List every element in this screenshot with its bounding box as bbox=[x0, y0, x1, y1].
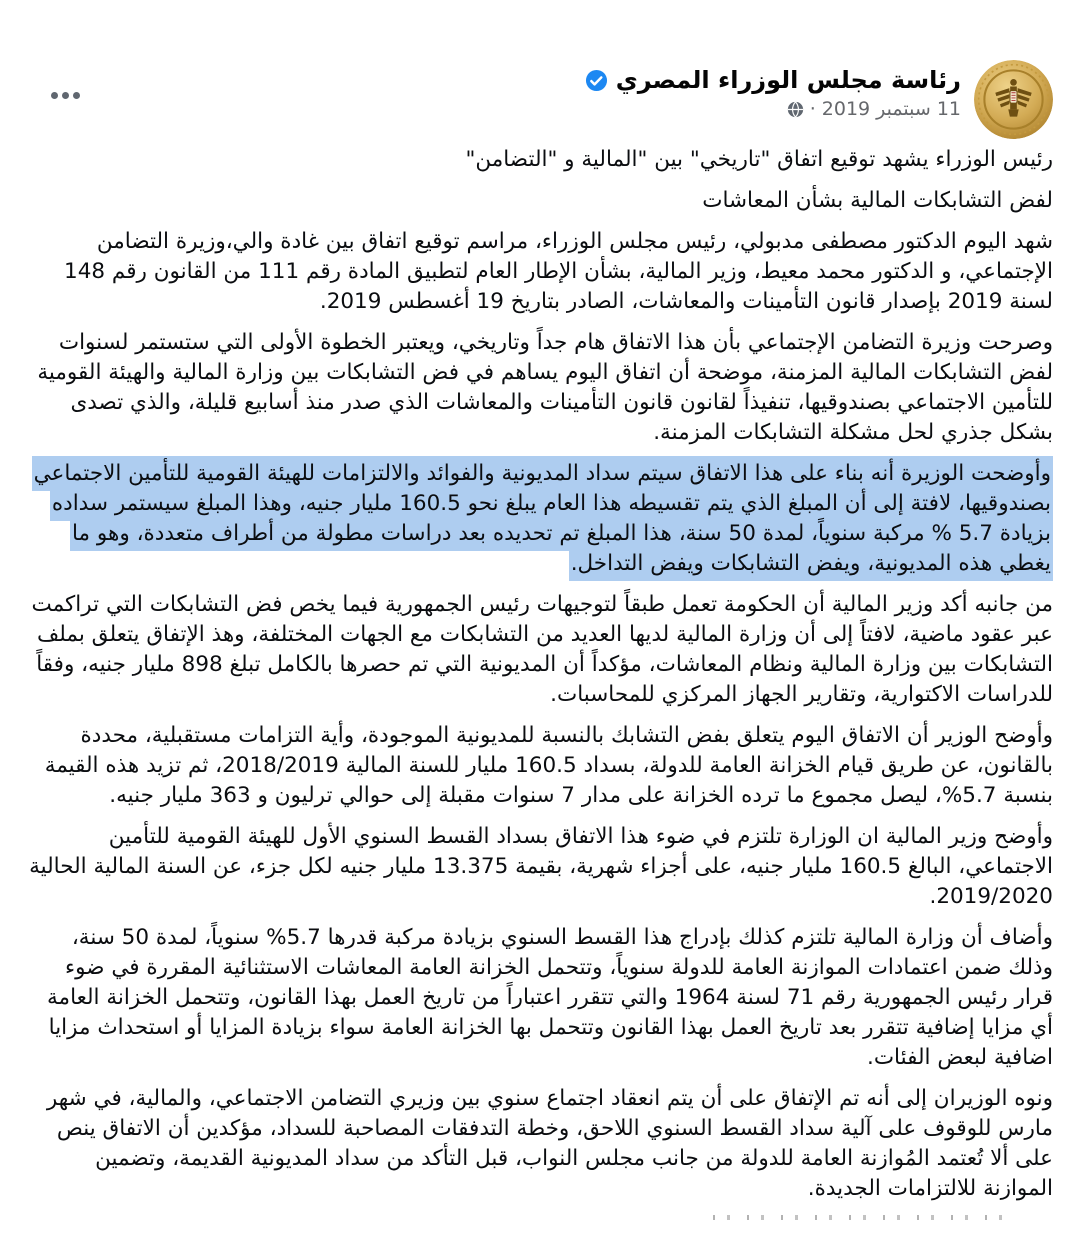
post-timestamp[interactable]: 11 سبتمبر 2019 bbox=[821, 98, 961, 120]
verified-badge-icon bbox=[585, 69, 608, 92]
post-title-line: رئيس الوزراء يشهد توقيع اتفاق "تاريخي" بين "المالية و "التضامن" bbox=[465, 147, 1053, 172]
post-paragraph: وأوضح الوزير أن الاتفاق اليوم يتعلق بفض التشابك بالنسبة للمديونية الموجودة، وأية التزامات مستقبلية، محددة بالقانون، عن طريق قيام الخزانة العامة للدولة، بسداد 160.5 مليار للسنة المالية 2018/2019، ثم تزيد هذه القيمة بنسبة 5.7%، ليصل مجموع ما ترده الخزانة على مدار 7 سنوات مقبلة إلى حوالي ترليون و 363 مليار جنيه. bbox=[44, 723, 1053, 808]
post-header bbox=[27, 60, 1053, 139]
post-paragraph-highlighted bbox=[27, 459, 1053, 579]
post-paragraph: وصرحت وزيرة التضامن الإجتماعي بأن هذا الاتفاق هام جداً وتاريخي، ويعتبر الخطوة الأولى التي ستستمر لسنوات لفض التشابكات المالية المزمنة، موضحة أن اتفاق اليوم يساهم في فض التشابكات بين وزارة المالية والهيئة القومية للتأمين الاجتماعي بصندوقيها، تنفيذاً لقانون قانون التأمينات والمعاشات الذي صدر منذ أسابيع قليلة، والذي تصدى بشكل جذري لحل مشكلة التشابكات المزمنة. bbox=[37, 330, 1053, 445]
page-info bbox=[585, 60, 961, 120]
post-body bbox=[27, 145, 1053, 1220]
post-paragraph: شهد اليوم الدكتور مصطفى مدبولي، رئيس مجلس الوزراء، مراسم توقيع اتفاق بين غادة والي،وزيرة التضامن الإجتماعي، و الدكتور محمد معيط، وزير المالية، بشأن الإطار العام لتطبيق المادة رقم 111 من القانون رقم 148 لسنة 2019 بإصدار قانون التأمينات والمعاشات، الصادر بتاريخ 19 أغسطس 2019. bbox=[64, 229, 1053, 314]
post-paragraph: من جانبه أكد وزير المالية أن الحكومة تعمل طبقاً لتوجيهات رئيس الجمهورية فيما يخص فض التشابكات التي تراكمت عبر عقود ماضية، لافتاً إلى أن وزارة المالية لديها العديد من التشابكات مع الجهات المختلفة، وهذ الإتفاق يتعلق بملف التشابكات بين وزارة المالية ونظام المعاشات، مؤكداً أن المديونية التي تم حصرها بالكامل تبلغ 898 مليار جنيه، وفقاً للدراسات الاكتوارية، وتقارير الجهاز المركزي للمحاسبات. bbox=[31, 592, 1053, 707]
ellipsis-dot bbox=[62, 92, 69, 99]
page-avatar[interactable] bbox=[974, 60, 1053, 139]
post-title-line: لفض التشابكات المالية بشأن المعاشات bbox=[702, 188, 1053, 213]
selected-text: وأوضحت الوزيرة أنه بناء على هذا الاتفاق سيتم سداد المديونية والفوائد والالتزامات للهيئة القومية للتأمين الاجتماعي بصندوقيها، لافتة إلى أن المبلغ الذي يتم تقسيطه هذا العام يبلغ نحو 160.5 مليار جنيه، وهذا المبلغ سيستمر سداده بزيادة 5.7 % مركبة سنوياً، لمدة 50 سنة، هذا المبلغ تم تحديده بعد دراسات مطولة من أطراف متعددة، وهو ما يغطي هذه المديونية، ويفض التشابكات ويفض التداخل. bbox=[32, 456, 1053, 581]
post-paragraph: وأوضح وزير المالية ان الوزارة تلتزم في ضوء هذا الاتفاق بسداد القسط السنوي الأول للهيئة القومية للتأمين الاجتماعي، البالغ 160.5 مليار جنيه، على أجزاء شهرية، بقيمة 13.375 مليار جنيه لكل جزء، عن السنة المالية الحالية 2019/2020. bbox=[29, 824, 1053, 909]
more-options-button[interactable] bbox=[45, 86, 86, 105]
meta-separator: · bbox=[809, 98, 816, 120]
cutoff-text-remnant bbox=[713, 1215, 1013, 1220]
ellipsis-dot bbox=[73, 92, 80, 99]
post-paragraph: وأضاف أن وزارة المالية تلتزم كذلك بإدراج هذا القسط السنوي بزيادة مركبة قدرها 5.7% سنوياً، لمدة 50 سنة، وذلك ضمن اعتمادات الموازنة العامة للدولة سنوياً، وتتحمل الخزانة العامة المعاشات الاستثنائية المقررة في ضوء قرار رئيس الجمهورية رقم 71 لسنة 1964 والتي تتقرر اعتباراً من تاريخ العمل بهذا القانون، وتتحمل الخزانة العامة أي مزايا إضافية تتقرر بعد تاريخ العمل بهذا القانون وتتحمل بها الخزانة العامة سواء بزيادة المزايا أو استحداث مزايا اضافية لبعض الفئات. bbox=[47, 925, 1053, 1070]
post-meta bbox=[585, 98, 961, 120]
post-paragraph: ونوه الوزيران إلى أنه تم الإتفاق على أن يتم انعقاد اجتماع سنوي بين وزيري التضامن الاجتماعي، والمالية، في شهر مارس للوقوف على آلية سداد القسط السنوي اللاحق، وخطة التدفقات المصاحبة للسداد، مؤكدين أن الاتفاق ينص على ألا تُعتمد المُوازنة العامة للدولة من جانب مجلس النواب، قبل التأكد من سداد المديونية القديمة، وتضمين الموازنة للالتزامات الجديدة. bbox=[46, 1086, 1053, 1201]
ellipsis-dot bbox=[51, 92, 58, 99]
page-name[interactable]: رئاسة مجلس الوزراء المصري bbox=[615, 66, 961, 94]
globe-privacy-icon bbox=[787, 101, 804, 118]
